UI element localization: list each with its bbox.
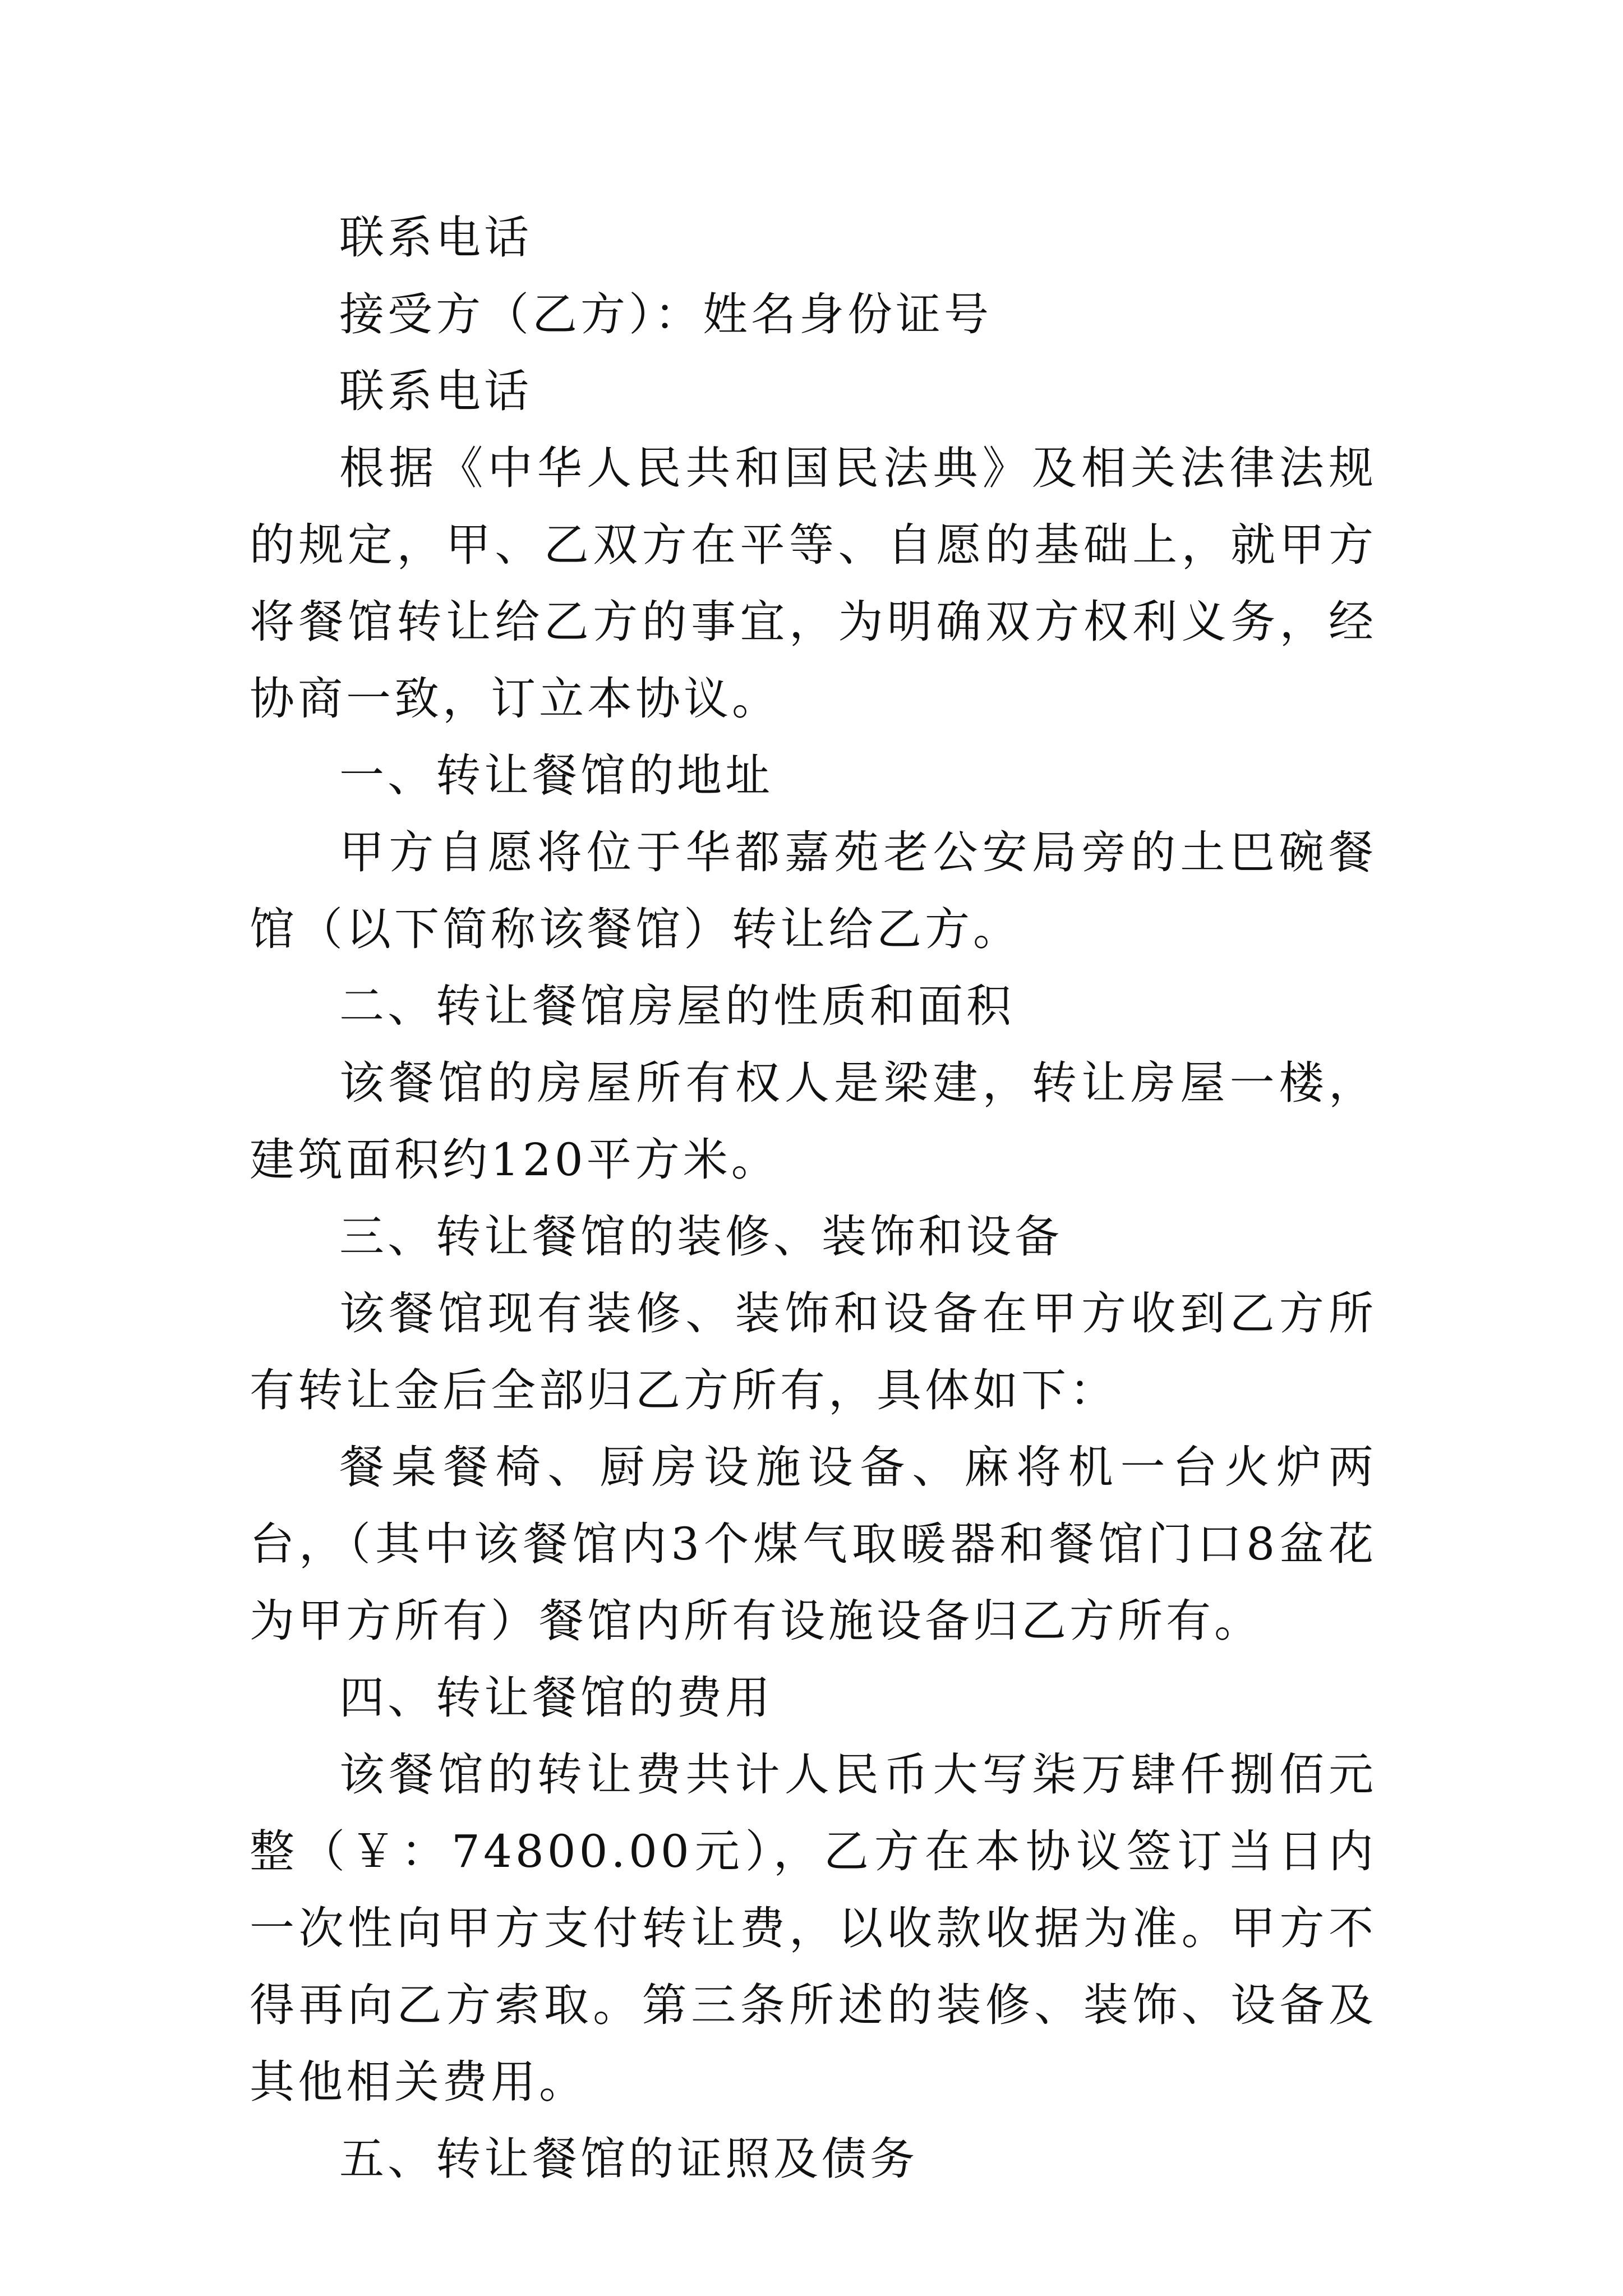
section-2-heading: 二、转让餐馆房屋的性质和面积 xyxy=(339,980,1015,1032)
section-5-heading: 五、转让餐馆的证照及债务 xyxy=(339,2133,918,2185)
party-b-phone-label: 联系电话 xyxy=(339,365,532,417)
preamble-paragraph: 根据《中华人民共和国民法典》及相关法律法规的规定，甲、乙双方在平等、自愿的基础上，就甲方将餐馆转让给乙方的事宜，为明确双方权利义务，经协商一致，订立本协议。 xyxy=(250,442,1377,725)
party-a-phone-label: 联系电话 xyxy=(339,211,532,264)
section-3-paragraph-1: 该餐馆现有装修、装饰和设备在甲方收到乙方所有转让金后全部归乙方所有，具体如下： xyxy=(250,1287,1377,1416)
document-body xyxy=(250,199,1377,2197)
section-1-heading: 一、转让餐馆的地址 xyxy=(339,749,773,802)
party-b-info-label: 接受方（乙方）：姓名身份证号 xyxy=(339,288,992,341)
section-1-paragraph: 甲方自愿将位于华都嘉苑老公安局旁的土巴碗餐馆（以下简称该餐馆）转让给乙方。 xyxy=(250,826,1377,955)
section-4-heading: 四、转让餐馆的费用 xyxy=(339,1672,773,1724)
section-2-paragraph: 该餐馆的房屋所有权人是梁建，转让房屋一楼，建筑面积约120平方米。 xyxy=(250,1057,1377,1186)
section-3-heading: 三、转让餐馆的装修、装饰和设备 xyxy=(339,1211,1063,1263)
section-4-paragraph: 该餐馆的转让费共计人民币大写柒万肆仟捌佰元整（￥：74800.00元），乙方在本协议签订当日内一次性向甲方支付转让费，以收款收据为准。甲方不得再向乙方索取。第三条所述的装修、装饰、设备及其他相关费用。 xyxy=(250,1749,1377,2108)
section-3-paragraph-2: 餐桌餐椅、厨房设施设备、麻将机一台火炉两台，（其中该餐馆内3个煤气取暖器和餐馆门口8盆花为甲方所有）餐馆内所有设施设备归乙方所有。 xyxy=(250,1441,1377,1647)
